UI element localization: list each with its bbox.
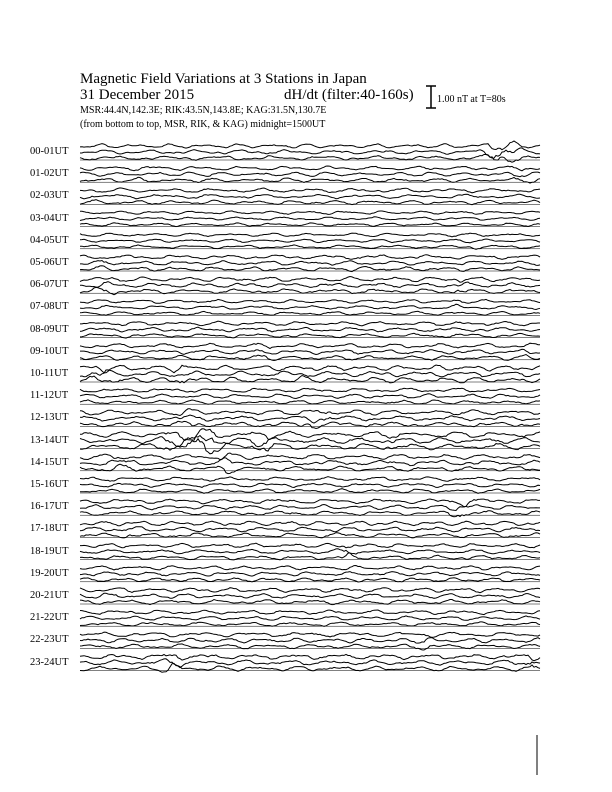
trace-rik-01-02UT	[80, 172, 540, 177]
trace-kag-14-15UT	[80, 453, 540, 460]
trace-kag-23-24UT	[80, 654, 540, 660]
trace-rik-17-18UT	[80, 527, 540, 532]
row-label-07-08UT: 07-08UT	[30, 301, 69, 313]
trace-group	[80, 141, 540, 775]
trace-msr-21-22UT	[80, 622, 540, 626]
trace-kag-21-22UT	[80, 610, 540, 615]
row-label-22-23UT: 22-23UT	[30, 634, 69, 646]
trace-msr-00-01UT	[80, 155, 540, 163]
trace-kag-19-20UT	[80, 566, 540, 570]
row-label-18-19UT: 18-19UT	[30, 545, 69, 557]
trace-rik-22-23UT	[80, 638, 540, 644]
trace-kag-16-17UT	[80, 499, 540, 507]
trace-msr-15-16UT	[80, 489, 540, 494]
trace-kag-06-07UT	[80, 277, 540, 283]
trace-rik-21-22UT	[80, 616, 540, 620]
trace-kag-02-03UT	[80, 188, 540, 193]
chart-title: Magnetic Field Variations at 3 Stations in Japan	[80, 71, 367, 87]
trace-rik-15-16UT	[80, 483, 540, 487]
row-label-10-11UT: 10-11UT	[30, 368, 69, 379]
row-baselines	[80, 160, 540, 671]
trace-msr-11-12UT	[80, 400, 540, 404]
trace-msr-06-07UT	[80, 287, 540, 294]
trace-kag-09-10UT	[80, 343, 540, 348]
trace-rik-23-24UT	[80, 659, 540, 668]
trace-kag-05-06UT	[80, 255, 540, 260]
row-label-17-18UT: 17-18UT	[30, 523, 69, 535]
row-label-08-09UT: 08-09UT	[30, 323, 69, 335]
trace-msr-17-18UT	[80, 533, 540, 538]
trace-kag-17-18UT	[80, 521, 540, 526]
row-label-19-20UT: 19-20UT	[30, 567, 69, 579]
trace-rik-11-12UT	[80, 394, 540, 399]
row-label-15-16UT: 15-16UT	[30, 479, 69, 490]
trace-kag-18-19UT	[80, 543, 540, 548]
trace-kag-04-05UT	[80, 233, 540, 237]
row-label-23-24UT: 23-24UT	[30, 656, 69, 668]
trace-msr-05-06UT	[80, 266, 540, 272]
trace-msr-18-19UT	[80, 553, 540, 560]
trace-rik-04-05UT	[80, 239, 540, 243]
row-label-05-06UT: 05-06UT	[30, 257, 69, 268]
trace-rik-16-17UT	[80, 505, 540, 511]
trace-rik-03-04UT	[80, 217, 540, 221]
chart-date: 31 December 2015	[80, 87, 195, 103]
trace-rik-14-15UT	[80, 458, 540, 466]
trace-rik-07-08UT	[80, 304, 540, 309]
trace-rik-00-01UT	[80, 148, 540, 158]
trace-kag-07-08UT	[80, 299, 540, 303]
trace-kag-12-13UT	[80, 409, 540, 416]
trace-kag-01-02UT	[80, 166, 540, 171]
trace-msr-16-17UT	[80, 511, 540, 517]
row-label-11-12UT: 11-12UT	[30, 390, 69, 402]
trace-rik-09-10UT	[80, 349, 540, 354]
row-label-14-15UT: 14-15UT	[30, 456, 69, 468]
row-label-03-04UT: 03-04UT	[30, 212, 69, 224]
scale-bar-mark	[426, 86, 436, 108]
trace-kag-22-23UT	[80, 632, 540, 637]
trace-kag-03-04UT	[80, 211, 540, 215]
trace-rik-18-19UT	[80, 549, 540, 554]
trace-rik-20-21UT	[80, 593, 540, 598]
row-label-16-17UT: 16-17UT	[30, 501, 69, 513]
row-label-02-03UT: 02-03UT	[30, 190, 69, 202]
trace-msr-22-23UT	[80, 644, 540, 650]
trace-kag-13-14UT	[80, 429, 540, 440]
trace-msr-12-13UT	[80, 421, 540, 428]
trace-rik-12-13UT	[80, 415, 540, 423]
trace-msr-14-15UT	[80, 464, 540, 473]
row-label-01-02UT: 01-02UT	[30, 168, 69, 180]
trace-order-note: (from bottom to top, MSR, RIK, & KAG) midnight=1500UT	[80, 119, 326, 130]
trace-msr-02-03UT	[80, 200, 540, 205]
scale-bar	[426, 86, 436, 108]
trace-msr-10-11UT	[80, 376, 540, 383]
trace-kag-20-21UT	[80, 588, 540, 593]
trace-rik-06-07UT	[80, 282, 540, 288]
station-coordinates: MSR:44.4N,142.3E; RIK:43.5N,143.8E; KAG:31.5N,130.7E	[80, 105, 327, 116]
row-label-12-13UT: 12-13UT	[30, 412, 69, 424]
scale-bar-label: 1.00 nT at T=80s	[437, 94, 506, 105]
trace-msr-07-08UT	[80, 311, 540, 315]
row-label-06-07UT: 06-07UT	[30, 279, 69, 291]
row-label-21-22UT: 21-22UT	[30, 612, 69, 624]
trace-rik-08-09UT	[80, 327, 540, 332]
row-label-13-14UT: 13-14UT	[30, 434, 69, 446]
trace-rik-02-03UT	[80, 194, 540, 199]
trace-rik-19-20UT	[80, 572, 540, 577]
trace-kag-11-12UT	[80, 388, 540, 392]
row-label-00-01UT: 00-01UT	[30, 146, 69, 157]
row-label-20-21UT: 20-21UT	[30, 590, 69, 601]
trace-msr-19-20UT	[80, 578, 540, 582]
row-label-09-10UT: 09-10UT	[30, 345, 69, 357]
trace-rik-10-11UT	[80, 370, 540, 377]
trace-kag-00-01UT	[80, 141, 540, 150]
trace-kag-08-09UT	[80, 321, 540, 326]
trace-msr-03-04UT	[80, 223, 540, 227]
row-label-04-05UT: 04-05UT	[30, 234, 69, 246]
trace-rik-05-06UT	[80, 261, 540, 266]
chart-quantity: dH/dt (filter:40-160s)	[284, 87, 414, 103]
trace-kag-10-11UT	[80, 365, 540, 373]
trace-kag-15-16UT	[80, 477, 540, 482]
